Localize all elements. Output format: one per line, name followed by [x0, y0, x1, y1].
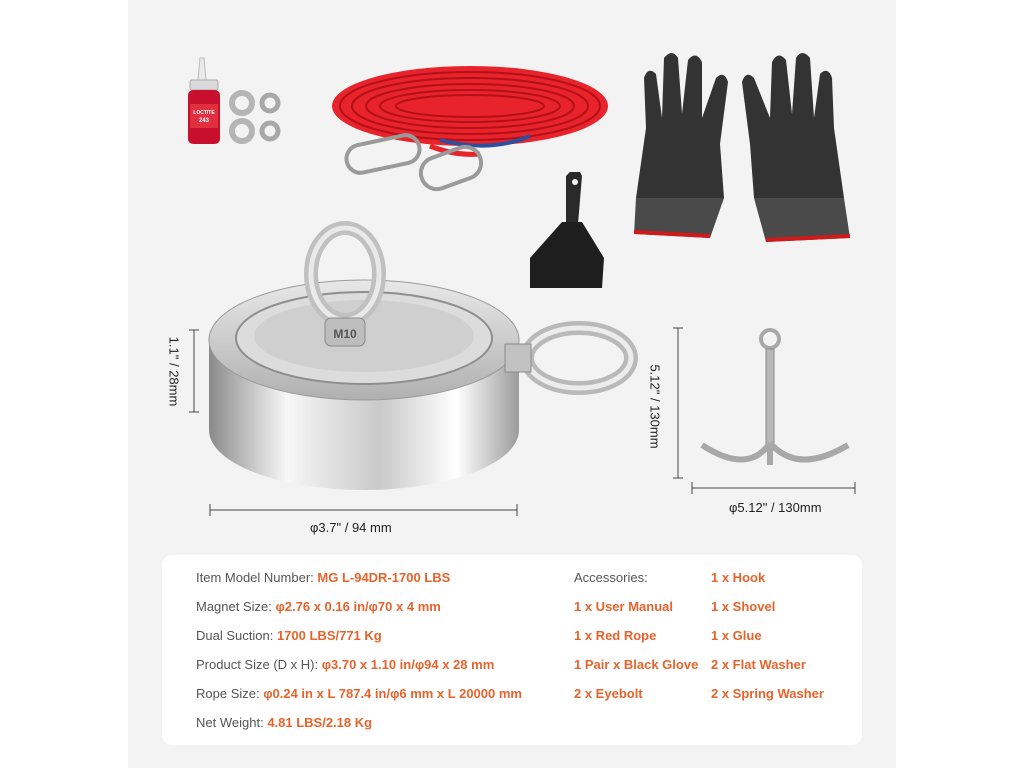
- hook-width-label: φ5.12" / 130mm: [729, 500, 822, 515]
- svg-text:LOCTITE: LOCTITE: [193, 110, 215, 116]
- accessory-item: 2 x Eyebolt: [574, 686, 643, 701]
- accessories-title: Accessories:: [574, 570, 648, 585]
- svg-text:M10: M10: [333, 327, 357, 341]
- magnet-diameter-label: φ3.7" / 94 mm: [310, 520, 392, 535]
- spec-rope-size: Rope Size: φ0.24 in x L 787.4 in/φ6 mm x L 20000 mm: [196, 686, 522, 701]
- spec-model: Item Model Number: MG L-94DR-1700 LBS: [196, 570, 451, 585]
- spec-net-weight: Net Weight: 4.81 LBS/2.18 Kg: [196, 715, 373, 730]
- svg-text:243: 243: [198, 118, 210, 124]
- spec-dual-suction: Dual Suction: 1700 LBS/771 Kg: [196, 628, 382, 643]
- accessory-item: 1 x User Manual: [574, 599, 673, 614]
- accessory-item: 1 x Shovel: [711, 599, 776, 614]
- accessory-item: 2 x Flat Washer: [711, 657, 806, 672]
- spec-product-size: Product Size (D x H): φ3.70 x 1.10 in/φ94 x 28 mm: [196, 657, 495, 672]
- accessory-item: 1 x Hook: [711, 570, 766, 585]
- magnet-height-label: 1.1" / 28mm: [166, 336, 182, 407]
- accessory-item: 1 Pair x Black Glove: [574, 657, 699, 672]
- spec-magnet-size: Magnet Size: φ2.76 x 0.16 in/φ70 x 4 mm: [196, 599, 441, 614]
- accessory-item: 1 x Red Rope: [574, 628, 657, 643]
- accessory-item: 2 x Spring Washer: [711, 686, 824, 701]
- accessory-item: 1 x Glue: [711, 628, 762, 643]
- hook-height-label: 5.12" / 130mm: [647, 364, 663, 449]
